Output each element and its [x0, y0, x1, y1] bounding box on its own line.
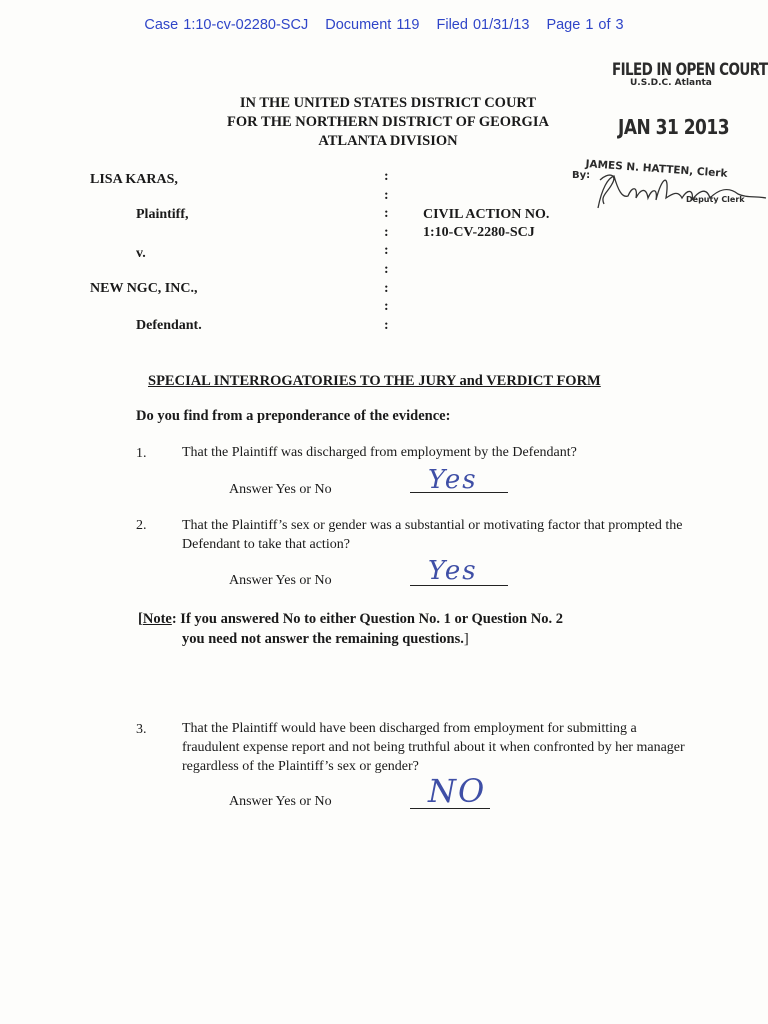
clerk-signature — [578, 168, 768, 218]
court-line-1: IN THE UNITED STATES DISTRICT COURT — [239, 95, 537, 111]
court-heading — [180, 94, 596, 151]
note-line-1: : If you answered No to either Question No. 1 or Question No. 2 — [171, 611, 563, 627]
caption-colons: : : : : : : : : : — [384, 169, 389, 333]
versus: v. — [136, 246, 146, 261]
form-title: SPECIAL INTERROGATORIES TO THE JURY and VERDICT FORM — [148, 373, 601, 389]
filed-date: Filed 01/31/13 — [436, 17, 530, 33]
question-1-answer-label: Answer Yes or No — [229, 482, 332, 497]
question-2-answer-label: Answer Yes or No — [229, 573, 332, 588]
stamp-filed-label: FILED IN OPEN COURT — [612, 60, 768, 80]
instruction-note — [138, 609, 563, 649]
note-label: Note — [142, 611, 172, 627]
court-line-2: FOR THE NORTHERN DISTRICT OF GEORGIA — [227, 114, 549, 130]
question-2-text: That the Plaintiff’s sex or gender was a substantial or motivating factor that prompted the Defendant to take that action? — [182, 518, 683, 552]
stamp-date: JAN 31 2013 — [618, 116, 730, 140]
plaintiff-name: LISA KARAS, — [90, 172, 178, 187]
defendant-name: NEW NGC, INC., — [90, 281, 198, 296]
case-number: Case 1:10-cv-02280-SCJ — [144, 17, 309, 33]
question-1-answer: Yes — [428, 465, 478, 495]
note-line-2: you need not answer the remaining questions. — [182, 631, 464, 647]
civil-action-number: 1:10-CV-2280-SCJ — [423, 225, 535, 240]
question-3-number: 3. — [136, 722, 147, 737]
document-number: Document 119 — [325, 17, 420, 33]
civil-action-label: CIVIL ACTION NO. — [423, 207, 550, 222]
ecf-header — [0, 17, 768, 33]
stamp-deputy: Deputy Clerk — [686, 195, 745, 204]
question-3-text: That the Plaintiff would have been discharged from employment for submitting a fraudulent expense report and not being truthful about it when confronted by her manager regardless of the Plaintiff’s sex or gender? — [182, 721, 685, 774]
defendant-label: Defendant. — [136, 318, 202, 333]
stamp-clerk: JAMES N. HATTEN, Clerk — [585, 158, 728, 180]
question-1-text: That the Plaintiff was discharged from employment by the Defendant? — [182, 445, 577, 460]
note-close-bracket: ] — [463, 631, 469, 647]
stamp-by: By: — [572, 170, 591, 181]
stamp-court: U.S.D.C. Atlanta — [630, 78, 712, 88]
question-3-answer: NO — [428, 772, 487, 810]
question-3-answer-label: Answer Yes or No — [229, 794, 332, 809]
question-1-number: 1. — [136, 446, 147, 461]
form-prompt: Do you find from a preponderance of the evidence: — [136, 408, 451, 424]
note-open-bracket: [ — [138, 611, 143, 627]
page-number: Page 1 of 3 — [546, 17, 624, 33]
court-line-3: ATLANTA DIVISION — [318, 133, 458, 149]
question-2-number: 2. — [136, 518, 147, 533]
plaintiff-label: Plaintiff, — [136, 207, 189, 222]
question-2-answer: Yes — [428, 556, 478, 586]
